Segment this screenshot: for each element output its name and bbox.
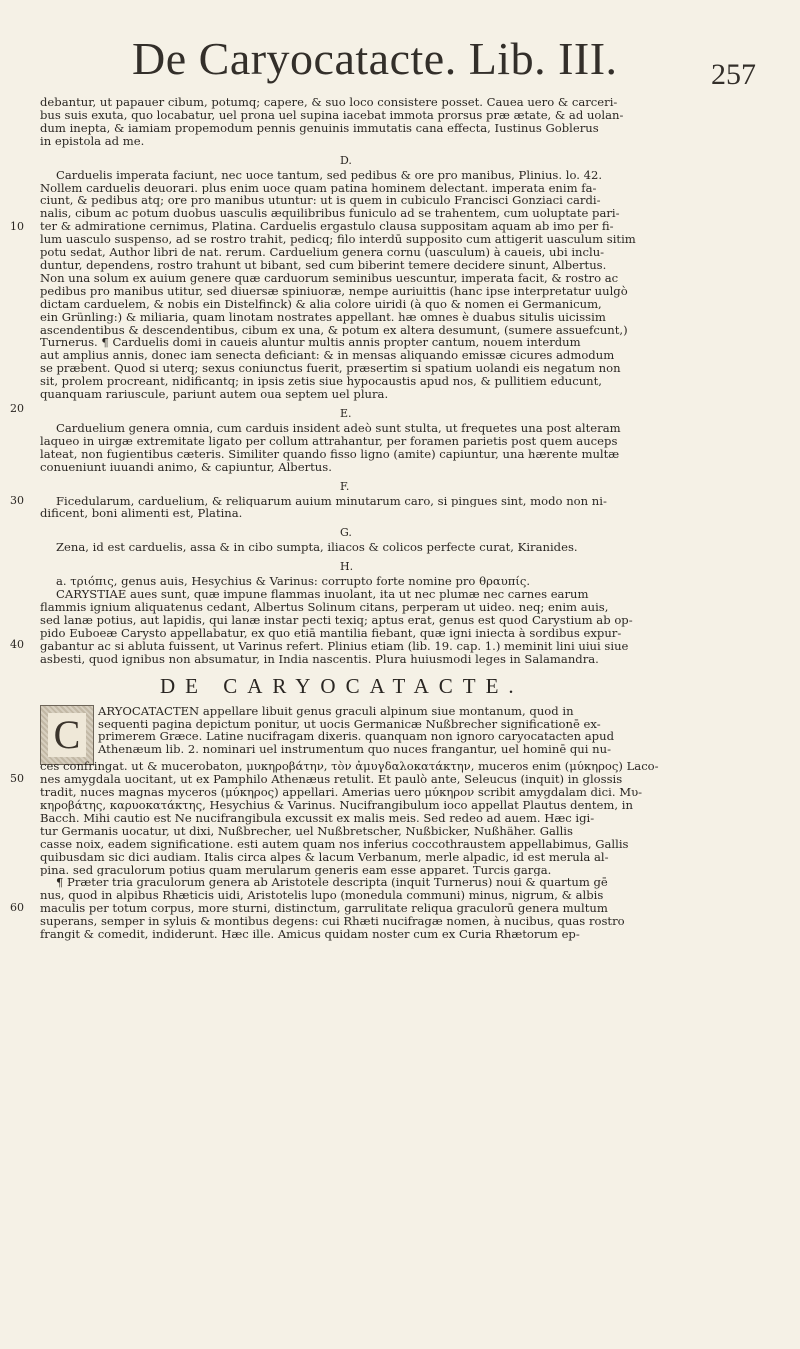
text-line: Nollem carduelis deuorari. plus enim uoce quam patina hominem delectant. imperata enim fa-: [40, 181, 597, 195]
text-line: in epistola ad me.: [40, 134, 145, 148]
text-line: pina. sed graculorum potius quam merularum generis eam esse apparet. Turcis garga.: [40, 863, 552, 877]
text-line: duntur, dependens, rostro trahunt ut bibant, sed cum biberint temere decidere sinunt, Albertus.: [40, 258, 607, 272]
paragraph-f: [10, 493, 764, 521]
text-line: CARYSTIAE aues sunt, quæ impune flammas inuolant, ita ut nec plumæ nec carnes earum: [56, 588, 589, 602]
margin-number: 10: [10, 219, 24, 233]
text-line: Athenæum lib. 2. nominari uel instrumentum quo nuces frangantur, uel hominē qui nu-: [98, 743, 611, 757]
text-line: ter & admiratione cernimus, Platina. Carduelis ergastulo clausa suppositam aquam ab imo per fi-: [40, 220, 614, 234]
text-line: ces confringat. ut & mucerobaton, μυκηροβάτην, τὸν ἀμυγδαλοκατάκτην, muceros enim (μύκηρος) Laco-: [40, 760, 659, 774]
text-line: nus, quod in alpibus Rhæticis uidi, Aristotelis lupo (monedula communi) minus, nigrum, & albis: [40, 889, 604, 903]
text-line: tradit, nuces magnas myceros (μύκηρος) appellari. Amerias uero μύκηρον scribit amygdalam dici. Μυ-: [40, 786, 643, 799]
text-line: ciunt, & pedibus atq; ore pro manibus utuntur: ut is quem in cubiculo Francisci Gonziaci cardi-: [40, 194, 601, 208]
margin-number: 20: [10, 401, 24, 415]
margin-number: 40: [10, 638, 24, 652]
text-line: lateat, non fugientibus cæteris. Similiter quando fisso ligno (amite) capiuntur, una hærente multæ: [40, 447, 620, 461]
text-line: aut amplius annis, donec iam senecta deficiant: & in mensas aliquando emissæ cicures admodum: [40, 349, 615, 363]
text-line: casse noix, eadem significatione. esti autem quam nos inferius coccothraustem appellabimus, Gallis: [40, 837, 629, 851]
text-line: dum inepta, & iamiam propemodum pennis genuinis immutatis cana effecta, Iustinus Goblerus: [40, 121, 599, 135]
text-line: frangit & comedit, indiderunt. Hæc ille. Amicus quidam noster cum ex Curia Rhætorum ep-: [40, 928, 580, 941]
text-line: laqueo in uirgæ extremitate ligato per collum attrahantur, per foramen parietis post quem auceps: [40, 434, 618, 448]
section-letter-f: F.: [340, 479, 350, 493]
text-line: sed lanæ potius, aut lapidis, qui lanæ instar pecti texiq; aptus erat, genus est quod Carystium ab op-: [40, 614, 633, 627]
margin-number: 30: [10, 493, 24, 507]
text-line: Bacch. Mihi cautio est Ne nucifrangibula excussit ex malis meis. Sed redeo ad auem. Hæc igi-: [40, 811, 595, 825]
margin-number: 50: [10, 772, 24, 786]
text-line: pedibus pro manibus utitur, sed diuersæ spiniuoræ, nempe auriuittis (hanc ipse interpretatur uulgò: [40, 284, 628, 298]
paragraph-d: [10, 168, 764, 415]
text-line: tur Germanis uocatur, ut dixi, Nußbrecher, uel Nußbretscher, Nußbicker, Nußhäher. Gallis: [40, 824, 573, 838]
text-line: bus suis exuta, quo locabatur, uel prona uel supina iacebat immota prorsus præ ætate, & ad uolan-: [40, 108, 624, 122]
section-letter-d: D.: [340, 153, 352, 167]
text-line: gabantur ac si abluta fuissent, ut Varinus refert. Plinius etiam (lib. 19. cap. 1.) meminit lini uiui siue: [40, 639, 629, 653]
text-line: conueniunt iuuandi animo, & capiuntur, Albertus.: [40, 460, 332, 474]
initial-letter: C: [48, 713, 87, 757]
paragraph-g: [40, 541, 764, 554]
text-line: lum uasculo suspenso, ad se rostro trahit, pedicq; filo interdū supposito cum attigerit uasculum sitim: [40, 233, 636, 247]
text-line: ein Grünling:) & miliaria, quam linotam nostrates appellant. hæ omnes è duabus situlis uicissim: [40, 310, 606, 324]
text-line: flammis ignium aliquatenus cedant, Albertus Solinum citans, perperam ut uideo. neq; enim auis,: [40, 601, 609, 614]
page-number: 257: [711, 58, 756, 91]
page-header: [40, 32, 764, 96]
running-title: De Caryocatacte. Lib. III.: [132, 33, 618, 84]
paragraph-intro: [40, 96, 764, 148]
text-line: dificent, boni alimenti est, Platina.: [40, 507, 243, 521]
page-body: [10, 96, 764, 941]
section-letter-g: G.: [340, 526, 352, 540]
section-letter-e: E.: [340, 406, 352, 420]
text-line: dictam carduelem, & nobis ein Distelfinck) & alia colore uiridi (à quo & nomen ei Germanicum,: [40, 297, 602, 311]
paragraph-caryo-initial: [40, 705, 764, 757]
text-line: ARYOCATACTEN appellare libuit genus graculi alpinum siue montanum, quod in: [98, 704, 574, 718]
text-line: κηροβάτης, καρυοκατάκτης, Hesychius & Varinus. Nucifrangibulum ioco appellat Plautus dentem, in: [40, 798, 633, 812]
chapter-title: DE CARYOCATACTE.: [160, 673, 524, 698]
text-line: asbesti, quod ignibus non absumatur, in India nascentis. Plura huiusmodi leges in Salamandra.: [40, 652, 599, 666]
text-line: debantur, ut papauer cibum, potumq; capere, & suo loco consistere posset. Cauea uero & carceri-: [40, 96, 618, 109]
text-line: pido Euboeæ Carysto appellabatur, ex quo etiā mantilia fiebant, quæ igni iniecta à sordibus expur-: [40, 626, 622, 640]
text-line: sequenti pagina depictum ponitur, ut uocis Germanicæ Nußbrecher significationē ex-: [98, 717, 601, 731]
paragraph-e: [40, 422, 764, 474]
text-line: quibusdam sic dici audiam. Italis circa alpes & lacum Verbanum, merle alpadic, id est merula al-: [40, 850, 609, 864]
section-letter-h: H.: [340, 560, 354, 574]
margin-number: 60: [10, 901, 24, 915]
paragraph-caryo-rest: [10, 760, 764, 941]
text-line: nalis, cibum ac potum duobus uasculis æquilibribus funiculo ad se trahentem, cum uoluptate pari-: [40, 207, 620, 221]
text-line: potu sedat, Author libri de nat. rerum. Carduelium genera cornu (uasculum) à caueis, ubi inclu-: [40, 246, 605, 259]
text-line: superans, semper in syluis & montibus degens: cui Rhæti nucifragæ nomen, à nucibus, quas rostro: [40, 915, 625, 929]
decorated-initial: [40, 705, 94, 765]
text-line: a. τριόπις, genus auis, Hesychius & Varinus: corrupto forte nomine pro θραυπίς.: [56, 575, 531, 589]
text-line: quanquam rariuscule, pariunt autem oua septem uel plura.: [40, 388, 389, 401]
text-line: nes amygdala uocitant, ut ex Pamphilo Athenæus retulit. Et paulò ante, Seleucus (inquit) in glossis: [40, 773, 623, 787]
paragraph-h: [10, 575, 764, 666]
text-line: Non una solum ex auium genere quæ carduorum seminibus uescuntur, imperata facit, & rostro ac: [40, 271, 619, 285]
text-line: maculis per totum corpus, more sturni, distinctum, garrulitate reliqua graculorū genera multum: [40, 902, 608, 916]
text-line: ascendentibus & descendentibus, cibum ex una, & potum ex altera desumunt, (sumere assuefcunt,): [40, 323, 628, 337]
text-line: Carduelis imperata faciunt, nec uoce tantum, sed pedibus & ore pro manibus, Plinius. lo. 42.: [56, 168, 603, 182]
text-line: se præbent. Quod si uterq; sexus coniunctus fuerit, præsertim si spatium uolandi eis negatum non: [40, 362, 621, 376]
text-line: Ficedularum, carduelium, & reliquarum auium minutarum caro, si pingues sint, modo non ni-: [56, 494, 607, 508]
text-line: primerem Græce. Latine nucifragam dixeris. quanquam non ignoro caryocatacten apud: [98, 730, 614, 744]
text-line: ¶ Præter tria graculorum genera ab Aristotele descripta (inquit Turnerus) noui & quartum gē: [56, 876, 608, 890]
text-line: Carduelium genera omnia, cum carduis insident adeò sunt stulta, ut frequetes una post alteram: [56, 421, 621, 435]
text-line: sit, prolem procreant, nidificantq; in ipsis zetis siue hypocaustis apud nos, & pullitiem educunt,: [40, 375, 602, 389]
text-line: Turnerus. ¶ Carduelis domi in caueis aluntur multis annis propter cantum, nouem interdum: [40, 336, 581, 350]
caryocatactes-section: [10, 704, 764, 941]
text-line: Zena, id est carduelis, assa & in cibo sumpta, iliacos & colicos perfecte curat, Kiranides.: [56, 541, 578, 555]
